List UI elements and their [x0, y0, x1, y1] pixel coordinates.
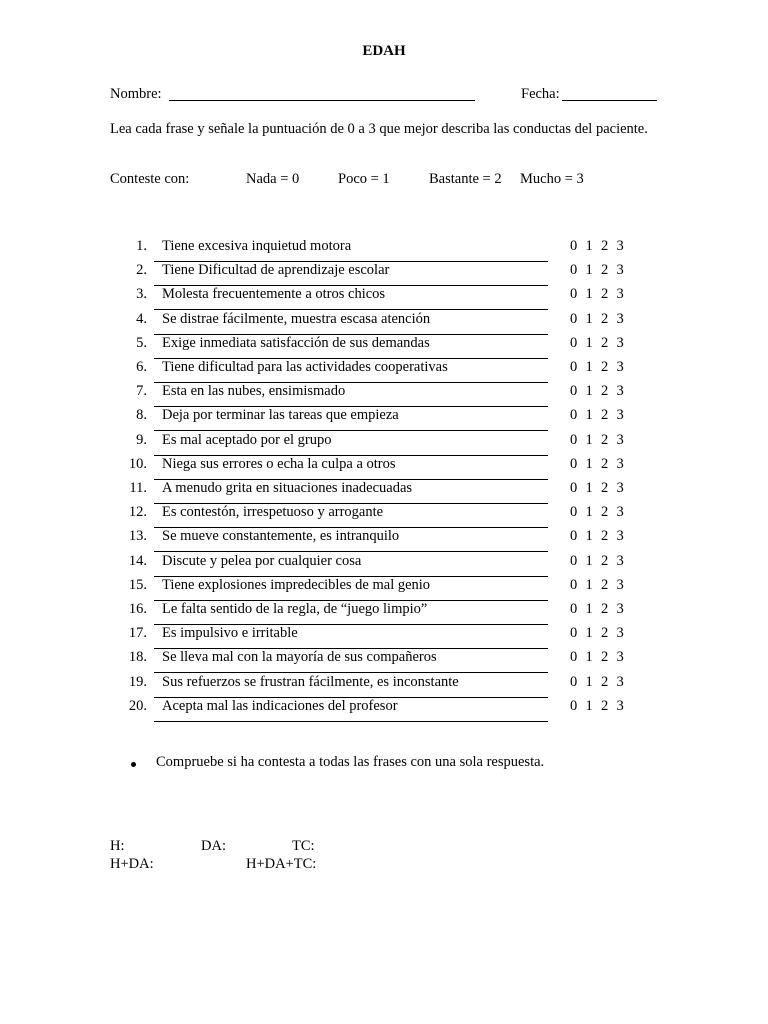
summary-h-label: H:	[110, 838, 125, 854]
score-options	[570, 262, 632, 279]
score-option[interactable]: 0	[570, 504, 578, 521]
score-option[interactable]: 3	[616, 407, 624, 424]
summary-da-label: DA:	[201, 838, 226, 854]
date-label: Fecha:	[521, 86, 560, 102]
score-options	[570, 238, 632, 255]
score-option[interactable]: 0	[570, 673, 578, 690]
name-label: Nombre:	[110, 86, 162, 102]
score-options	[570, 383, 632, 400]
score-option[interactable]: 3	[616, 576, 624, 593]
score-option[interactable]: 2	[601, 383, 609, 400]
score-option[interactable]: 3	[616, 238, 624, 254]
score-option[interactable]: 3	[616, 480, 624, 496]
score-options	[570, 311, 632, 328]
item-number: 9.	[136, 431, 147, 448]
item-text: Es impulsivo e irritable	[162, 625, 298, 642]
score-options	[570, 286, 632, 303]
score-option[interactable]: 0	[570, 334, 578, 351]
score-option[interactable]: 2	[601, 310, 609, 327]
item-text: Discute y pelea por cualquier cosa	[162, 552, 362, 569]
score-option[interactable]: 0	[570, 407, 578, 424]
bullet-icon	[131, 762, 136, 767]
score-option[interactable]: 2	[601, 480, 609, 496]
score-option[interactable]: 3	[616, 697, 624, 714]
score-option[interactable]: 2	[601, 431, 609, 448]
score-option[interactable]: 2	[601, 576, 609, 593]
score-option[interactable]: 1	[585, 673, 593, 690]
item-number: 6.	[136, 359, 147, 375]
score-option[interactable]: 0	[570, 697, 578, 714]
item-number: 12.	[128, 504, 147, 521]
score-option[interactable]: 1	[585, 286, 593, 303]
score-option[interactable]: 1	[585, 431, 593, 448]
score-option[interactable]: 3	[616, 649, 624, 666]
item-number: 11.	[129, 480, 147, 496]
page-title: EDAH	[362, 43, 406, 59]
score-option[interactable]: 1	[585, 359, 593, 375]
scale-option: Nada = 0	[246, 171, 300, 187]
item-number: 19.	[128, 673, 147, 690]
score-options	[570, 577, 632, 594]
score-option[interactable]: 2	[601, 334, 609, 351]
item-number: 18.	[128, 649, 147, 666]
completion-note: Compruebe si ha contesta a todas las frases con una sola respuesta.	[156, 754, 545, 770]
score-option[interactable]: 3	[616, 528, 624, 545]
score-option[interactable]: 0	[570, 601, 578, 617]
score-option[interactable]: 3	[616, 673, 624, 690]
score-options	[570, 407, 632, 424]
scale-prompt: Conteste con:	[110, 171, 190, 187]
item-number: 17.	[128, 625, 147, 642]
score-option[interactable]: 2	[601, 625, 609, 642]
score-option[interactable]: 1	[585, 649, 593, 666]
score-option[interactable]: 2	[601, 286, 609, 303]
summary-h-da-tc-label: H+DA+TC:	[246, 856, 317, 872]
score-option[interactable]: 1	[585, 480, 593, 496]
score-option[interactable]: 2	[601, 359, 609, 375]
score-option[interactable]: 0	[570, 238, 578, 254]
score-option[interactable]: 3	[616, 359, 624, 375]
item-number: 7.	[136, 383, 147, 400]
score-option[interactable]: 0	[570, 576, 578, 593]
item-text: Es mal aceptado por el grupo	[162, 431, 332, 448]
item-text: Se distrae fácilmente, muestra escasa atención	[162, 310, 431, 327]
score-option[interactable]: 2	[601, 407, 609, 424]
score-option[interactable]: 0	[570, 552, 578, 569]
item-number: 8.	[136, 407, 147, 424]
score-options	[570, 674, 632, 691]
item-number: 10.	[128, 455, 147, 472]
score-option[interactable]: 2	[601, 673, 609, 690]
instructions: Lea cada frase y señale la puntuación de 0 a 3 que mejor describa las conductas del paciente.	[110, 121, 648, 137]
item-text: Le falta sentido de la regla, de “juego limpio”	[162, 601, 428, 617]
item-text: Deja por terminar las tareas que empieza	[162, 407, 399, 424]
score-option[interactable]: 1	[585, 383, 593, 400]
item-number: 5.	[136, 334, 147, 351]
score-option[interactable]: 1	[585, 310, 593, 327]
scale-option: Bastante = 2	[429, 171, 502, 187]
score-option[interactable]: 1	[585, 601, 593, 617]
item-text: Niega sus errores o echa la culpa a otros	[162, 455, 396, 472]
item-text: Se mueve constantemente, es intranquilo	[162, 528, 400, 545]
score-option[interactable]: 0	[570, 262, 578, 279]
score-option[interactable]: 2	[601, 649, 609, 666]
date-field[interactable]	[562, 100, 657, 101]
item-text: A menudo grita en situaciones inadecuadas	[162, 480, 413, 496]
item-text: Tiene explosiones impredecibles de mal genio	[162, 576, 431, 593]
score-option[interactable]: 1	[585, 697, 593, 714]
score-option[interactable]: 1	[585, 238, 593, 254]
item-number: 15.	[128, 576, 147, 593]
score-option[interactable]: 2	[601, 504, 609, 521]
item-number: 2.	[136, 262, 147, 279]
score-option[interactable]: 0	[570, 528, 578, 545]
scale-option: Mucho = 3	[520, 171, 584, 187]
score-options	[570, 601, 632, 618]
score-option[interactable]: 1	[585, 528, 593, 545]
summary-tc-label: TC:	[292, 838, 315, 854]
item-number: 20.	[128, 697, 147, 714]
score-option[interactable]: 1	[585, 262, 593, 279]
score-option[interactable]: 3	[616, 383, 624, 400]
score-option[interactable]: 2	[601, 552, 609, 569]
score-option[interactable]: 0	[570, 480, 578, 496]
scale-option: Poco = 1	[338, 171, 390, 187]
score-option[interactable]: 1	[585, 407, 593, 424]
score-option[interactable]: 2	[601, 697, 609, 714]
score-option[interactable]: 1	[585, 504, 593, 521]
score-options	[570, 528, 632, 545]
summary-h-da-label: H+DA:	[110, 856, 154, 872]
score-option[interactable]: 2	[601, 262, 609, 279]
score-option[interactable]: 2	[601, 601, 609, 617]
score-options	[570, 625, 632, 642]
item-text: Tiene Dificultad de aprendizaje escolar	[162, 262, 390, 279]
score-options	[570, 649, 632, 666]
item-text: Esta en las nubes, ensimismado	[162, 383, 346, 400]
score-option[interactable]: 1	[585, 334, 593, 351]
score-option[interactable]: 2	[601, 455, 609, 472]
score-option[interactable]: 3	[616, 552, 624, 569]
item-text: Es contestón, irrespetuoso y arrogante	[162, 504, 384, 521]
score-options	[570, 335, 632, 352]
score-options	[570, 432, 632, 449]
score-option[interactable]: 1	[585, 576, 593, 593]
score-option[interactable]: 0	[570, 310, 578, 327]
item-number: 14.	[128, 552, 147, 569]
name-field[interactable]	[169, 100, 475, 101]
item-underline	[154, 721, 548, 722]
item-text: Tiene dificultad para las actividades cooperativas	[162, 359, 448, 375]
score-option[interactable]: 0	[570, 359, 578, 375]
item-number: 16.	[128, 601, 147, 617]
score-option[interactable]: 3	[616, 504, 624, 521]
score-option[interactable]: 3	[616, 310, 624, 327]
item-text: Acepta mal las indicaciones del profesor	[162, 697, 398, 714]
item-number: 13.	[128, 528, 147, 545]
score-option[interactable]: 0	[570, 286, 578, 303]
item-text: Molesta frecuentemente a otros chicos	[162, 286, 386, 303]
item-number: 4.	[136, 310, 147, 327]
score-option[interactable]: 3	[616, 262, 624, 279]
item-text: Sus refuerzos se frustran fácilmente, es inconstante	[162, 673, 459, 690]
score-options	[570, 504, 632, 521]
score-options	[570, 480, 632, 497]
score-option[interactable]: 0	[570, 383, 578, 400]
score-option[interactable]: 0	[570, 431, 578, 448]
item-number: 1.	[136, 238, 147, 254]
score-option[interactable]: 1	[585, 552, 593, 569]
score-option[interactable]: 1	[585, 455, 593, 472]
score-option[interactable]: 3	[616, 431, 624, 448]
score-options	[570, 359, 632, 376]
score-option[interactable]: 1	[585, 625, 593, 642]
score-option[interactable]: 0	[570, 455, 578, 472]
score-option[interactable]: 2	[601, 528, 609, 545]
score-option[interactable]: 3	[616, 334, 624, 351]
item-text: Exige inmediata satisfacción de sus demandas	[162, 334, 430, 351]
score-option[interactable]: 2	[601, 238, 609, 254]
score-option[interactable]: 3	[616, 455, 624, 472]
item-text: Tiene excesiva inquietud motora	[162, 238, 352, 254]
item-text: Se lleva mal con la mayoría de sus compañeros	[162, 649, 437, 666]
item-number: 3.	[136, 286, 147, 303]
score-option[interactable]: 0	[570, 649, 578, 666]
score-option[interactable]: 3	[616, 286, 624, 303]
score-options	[570, 456, 632, 473]
score-option[interactable]: 3	[616, 625, 624, 642]
score-options	[570, 698, 632, 715]
score-option[interactable]: 3	[616, 601, 624, 617]
score-options	[570, 553, 632, 570]
score-option[interactable]: 0	[570, 625, 578, 642]
